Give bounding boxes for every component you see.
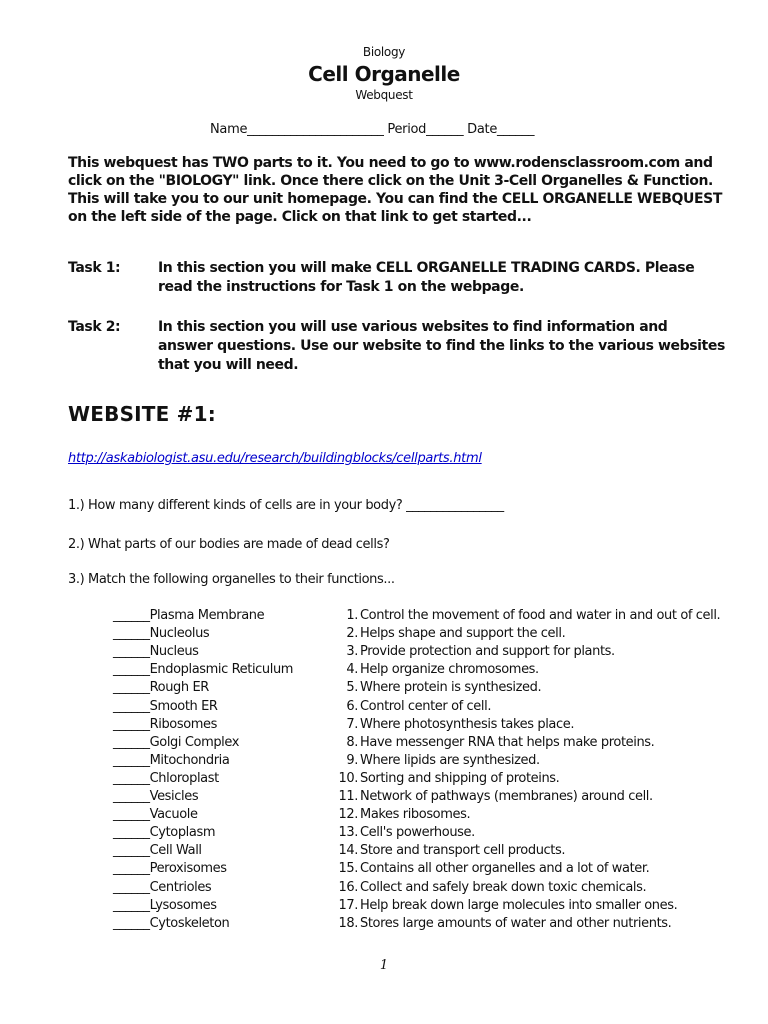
task-2-text: In this section you will use various websites to find information and answer questions. Use our website to find the links to the various websites that you will need.	[158, 319, 725, 373]
website-1-link[interactable]: http://askabiologist.asu.edu/research/buildingblocks/cellparts.html	[68, 451, 482, 466]
task-1-text: In this section you will make CELL ORGANELLE TRADING CARDS. Please read the instructions for Task 1 on the webpage.	[158, 260, 695, 295]
function-item	[336, 843, 565, 861]
organelle-item: ______Mitochondria	[113, 752, 230, 768]
function-text: Where protein is synthesized.	[360, 680, 542, 696]
function-item	[336, 753, 540, 771]
function-text: Control center of cell.	[360, 698, 492, 714]
function-item	[336, 789, 653, 807]
function-item	[336, 699, 491, 717]
function-item	[336, 825, 475, 843]
function-text: Collect and safely break down toxic chemicals.	[360, 879, 647, 895]
function-number: 5.	[346, 680, 358, 696]
organelle-item: ______Centrioles	[113, 879, 212, 895]
function-item	[336, 680, 541, 698]
name-period-date-line: Name______________________ Period______ Date______	[210, 122, 535, 137]
organelle-item: ______Rough ER	[113, 680, 209, 696]
function-item	[336, 880, 646, 898]
function-text: Help organize chromosomes.	[360, 662, 539, 678]
function-text: Cell's powerhouse.	[360, 825, 475, 841]
organelle-item: ______Chloroplast	[113, 770, 219, 786]
function-number: 15.	[338, 861, 358, 877]
organelle-item: ______Nucleus	[113, 644, 199, 660]
subject-label: Biology	[362, 45, 406, 59]
function-item	[336, 644, 615, 662]
function-item	[336, 771, 559, 789]
function-number: 16.	[338, 879, 358, 895]
task-2-label: Task 2:	[68, 319, 121, 335]
function-text: Stores large amounts of water and other nutrients.	[360, 915, 672, 931]
function-item	[336, 662, 539, 680]
function-item	[336, 608, 720, 626]
function-number: 4.	[346, 662, 358, 678]
function-item	[336, 626, 565, 644]
page-title: Cell Organelle	[308, 62, 460, 86]
page-subtitle: Webquest	[355, 88, 413, 102]
function-text: Sorting and shipping of proteins.	[360, 770, 560, 786]
organelle-item: ______Lysosomes	[113, 897, 217, 913]
function-number: 13.	[338, 825, 358, 841]
organelle-item: ______Cytoplasm	[113, 825, 216, 841]
function-text: Where lipids are synthesized.	[360, 752, 540, 768]
organelle-item: ______Nucleolus	[113, 626, 210, 642]
function-item	[336, 807, 470, 825]
organelle-item: ______Cytoskeleton	[113, 915, 230, 931]
function-number: 2.	[346, 626, 358, 642]
question-2: 2.) What parts of our bodies are made of dead cells?	[68, 537, 390, 552]
function-item	[336, 898, 677, 916]
function-number: 7.	[346, 716, 358, 732]
function-number: 9.	[346, 752, 358, 768]
function-text: Helps shape and support the cell.	[360, 626, 566, 642]
function-number: 12.	[338, 807, 358, 823]
function-text: Have messenger RNA that helps make proteins.	[360, 734, 655, 750]
function-text: Help break down large molecules into smaller ones.	[360, 897, 678, 913]
function-number: 11.	[338, 789, 358, 804]
function-number: 8.	[346, 734, 358, 750]
function-text: Network of pathways (membranes) around cell.	[360, 789, 653, 804]
function-text: Contains all other organelles and a lot of water.	[360, 861, 650, 877]
function-item	[336, 861, 649, 879]
function-number: 6.	[346, 698, 358, 714]
function-number: 3.	[346, 644, 358, 660]
organelle-item: ______Cell Wall	[113, 843, 202, 859]
function-text: Store and transport cell products.	[360, 843, 566, 859]
function-number: 10.	[338, 770, 358, 786]
organelle-item: ______Peroxisomes	[113, 861, 227, 877]
organelle-item: ______Golgi Complex	[113, 734, 240, 750]
question-1: 1.) How many different kinds of cells are in your body? ________________	[68, 498, 504, 513]
function-text: Provide protection and support for plants.	[360, 644, 615, 660]
organelle-item: ______Plasma Membrane	[113, 608, 265, 623]
function-text: Control the movement of food and water in and out of cell.	[360, 608, 721, 623]
function-text: Makes ribosomes.	[360, 807, 471, 823]
website-1-heading: WEBSITE #1:	[68, 402, 216, 426]
page-number: 1	[379, 958, 389, 973]
organelle-item: ______Smooth ER	[113, 698, 218, 714]
organelle-item: ______Vacuole	[113, 807, 198, 823]
function-number: 1.	[346, 608, 358, 623]
task-1-label: Task 1:	[68, 260, 121, 276]
function-item	[336, 735, 654, 753]
function-number: 18.	[338, 915, 358, 931]
function-number: 17.	[338, 897, 358, 913]
function-item	[336, 717, 574, 735]
function-item	[336, 916, 671, 934]
function-text: Where photosynthesis takes place.	[360, 716, 575, 732]
question-3: 3.) Match the following organelles to their functions...	[68, 572, 395, 587]
organelle-item: ______Endoplasmic Reticulum	[113, 662, 294, 678]
organelle-item: ______Ribosomes	[113, 716, 218, 732]
intro-paragraph: This webquest has TWO parts to it. You need to go to www.rodensclassroom.com and click on the "BIOLOGY" link. Once there click on the Unit 3-Cell Organelles & Function. This will take you to our unit homepage. You can find the CELL ORGANELLE WEBQUEST on the left side of the page. Click on that link to get started...	[68, 155, 722, 225]
organelle-item: ______Vesicles	[113, 789, 199, 804]
function-number: 14.	[338, 843, 358, 859]
